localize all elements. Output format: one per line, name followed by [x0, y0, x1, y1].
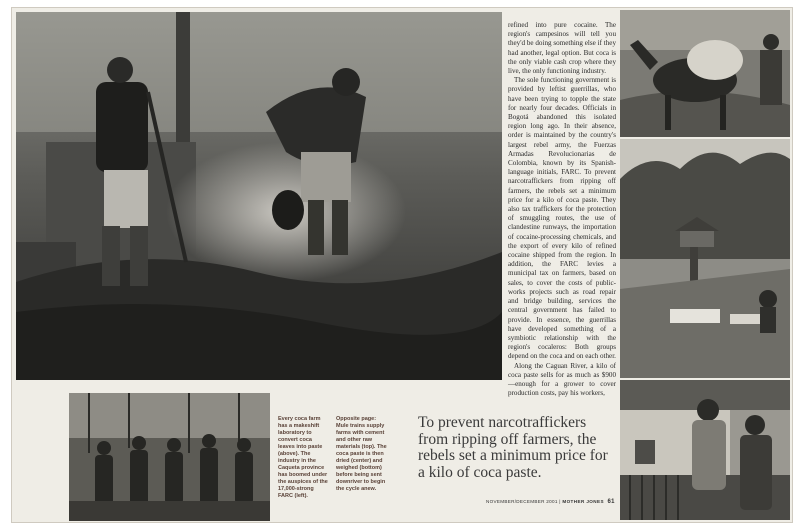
mule-train-photo — [620, 10, 790, 137]
body-paragraph: The sole functioning government is provided by leftist guerrillas, who have been trying to topple the state for nearly four decades. Officials in Bogotá abandoned this isolated region long ago. In their absence, order is maintained by the country's largest rebel army, the Fuerzas Armadas Revolucionarias de Colombia, known by its Spanish-language initials, FARC. To prevent narcotraffickers from ripping off farmers, the rebels set a minimum price for a kilo of coca paste. They also tax traffickers for the protection of smuggling routes, the use of clandestine runways, the importation of cocaine-processing chemicals, and the export of every kilo of refined cocaine shipped from the region. In addition, the FARC levies a municipal tax on farmers, based on sales, to cover the costs of public-works projects such as road repair and bridge building, services the central government has failed to provide. In essence, the guerrillas have developed something of a symbiotic relationship with the region's cocaleros: Both groups depend on the coca and on each other. — [508, 76, 616, 361]
photo-caption-right: Opposite page: Mule trains supply farms with cement and other raw materials (top). The coca paste is then dried (center) and weighed (bottom) before being sent downriver to begin the cycle anew. — [336, 416, 387, 492]
photo-caption-left: Every coca farm has a makeshift laboratory to convert coca leaves into paste (above). The industry in the Caqueta province has boomed under the auspices of the 17,000-strong FARC (left). — [278, 416, 328, 499]
magazine-name: MOTHER JONES — [562, 499, 604, 504]
issue-date: NOVEMBER/DECEMBER 2001 — [486, 499, 558, 504]
farc-troops-photo — [69, 393, 270, 521]
magazine-spread — [12, 8, 792, 522]
body-paragraph: Along the Caguan River, a kilo of coca paste sells for as much as $900—enough for a grower to cover production costs, pay his workers, — [508, 361, 616, 398]
pull-quote: To prevent narcotraffickers from ripping off farmers, the rebels set a minimum price for a kilo of coca paste. — [418, 414, 608, 481]
weighing-photo — [620, 380, 790, 520]
page-number: 61 — [607, 499, 615, 505]
footer-separator: | — [559, 499, 561, 504]
body-paragraph: refined into pure cocaine. The region's campesinos will tell you they'd be doing something else if they had another, legal option. But coca is the only viable cash crop where they live, the only functioning industry. — [508, 21, 616, 76]
coca-lab-photo — [16, 12, 502, 380]
drying-camp-photo — [620, 139, 790, 378]
page-footer — [486, 499, 616, 505]
article-body — [508, 21, 616, 398]
